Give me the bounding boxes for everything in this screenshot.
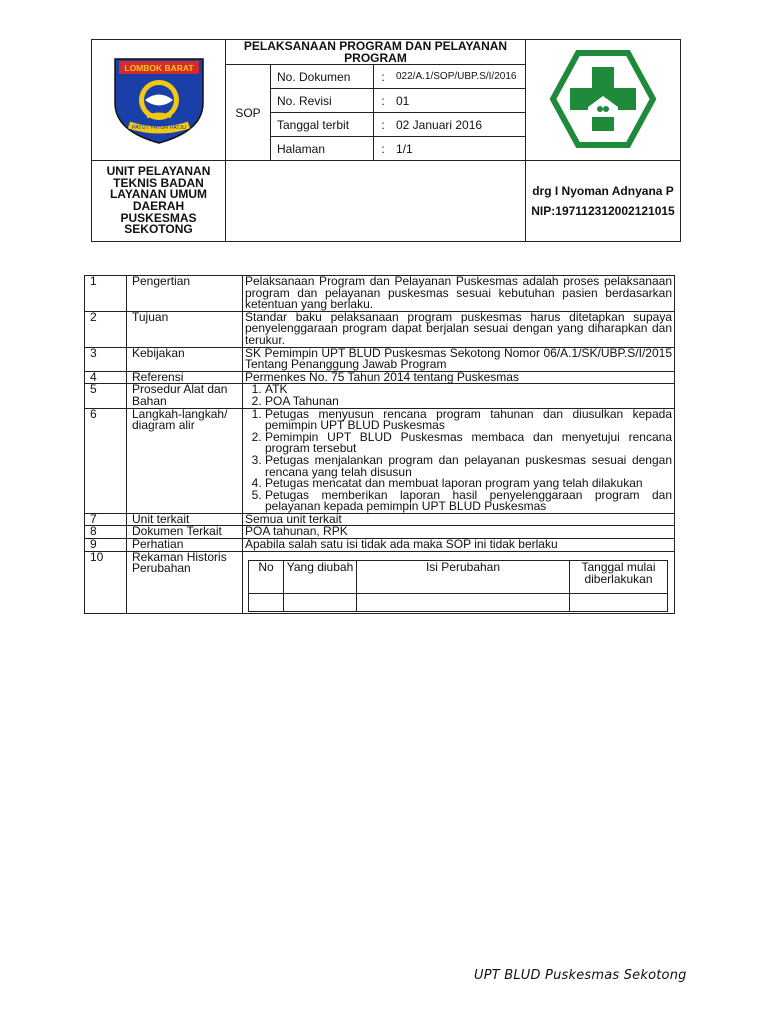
meta-value-revision: 01: [392, 89, 526, 113]
puskesmas-logo-icon: [548, 49, 658, 149]
row-label: Referensi: [127, 371, 243, 384]
row-text: Apabila salah satu isi tidak ada maka SOP ini tidak berlaku: [243, 539, 675, 552]
row-number: 1: [85, 276, 127, 312]
emblem-motto-text: PATUT PATUH PATJU: [131, 124, 186, 131]
row-number: 4: [85, 371, 127, 384]
table-row: [85, 311, 675, 347]
meta-colon: :: [374, 65, 393, 89]
unit-line: PUSKESMAS: [120, 210, 197, 225]
row-number: 10: [85, 551, 127, 613]
meta-value-issue-date: 02 Januari 2016: [392, 113, 526, 137]
history-header: Tanggal mulai diberlakukan: [570, 560, 668, 593]
row-text: Pelaksanaan Program dan Pelayanan Puskesmas adalah proses pelaksanaan program dan pelayanan puskesmas sesuai kebutuhan pasien berdasarkan ketentuan yang berlaku.: [243, 276, 675, 312]
list-item: 5. Petugas memberikan laporan hasil penyelenggaraan program dan pelayanan kepada pemimpin UPT BLUD Puskesmas: [265, 490, 672, 513]
empty-signature-area: [226, 161, 526, 242]
meta-label: Tanggal terbit: [271, 113, 374, 137]
row-list: [243, 408, 675, 513]
unit-line: SEKOTONG: [124, 222, 193, 237]
row-text: Standar baku pelaksanaan program puskesmas harus ditetapkan supaya penyelenggaraan program dapat berjalan sesuai dengan yang diharapkan dan terukur.: [243, 311, 675, 347]
emblem-top-text: LOMBOK BARAT: [123, 62, 194, 73]
history-header: Yang diubah: [284, 560, 357, 593]
meta-label: No. Revisi: [271, 89, 374, 113]
unit-line: TEKNIS BADAN: [113, 175, 204, 190]
list-item: 4. Petugas mencatat dan membuat laporan program yang telah dilakukan: [265, 478, 672, 490]
row-text: Semua unit terkait: [243, 513, 675, 526]
row-label: Langkah-langkah/ diagram alir: [127, 408, 243, 513]
row-label: Dokumen Terkait: [127, 526, 243, 539]
table-row: [85, 551, 675, 613]
meta-label: No. Dokumen: [271, 65, 374, 89]
signer-block: [526, 161, 681, 242]
document-title: PELAKSANAAN PROGRAM DAN PELAYANAN PROGRAM: [226, 40, 526, 65]
meta-value-document-number: 022/A.1/SOP/UBP.S/I/2016: [392, 65, 526, 89]
row-label: Kebijakan: [127, 347, 243, 371]
row-label: Pengertian: [127, 276, 243, 312]
row-text: Permenkes No. 75 Tahun 2014 tentang Puskesmas: [243, 371, 675, 384]
row-number: 8: [85, 526, 127, 539]
row-text: POA tahunan, RPK: [243, 526, 675, 539]
row-number: 6: [85, 408, 127, 513]
row-text: SK Pemimpin UPT BLUD Puskesmas Sekotong Nomor 06/A.1/SK/UBP.S/I/2015 Tentang Penanggung Jawab Program: [243, 347, 675, 371]
meta-value-page: 1/1: [392, 137, 526, 161]
meta-colon: :: [374, 113, 393, 137]
meta-colon: :: [374, 137, 393, 161]
signer-nip: NIP:197112312002121015: [531, 204, 675, 218]
history-cell: [243, 551, 675, 613]
table-row: [85, 384, 675, 408]
change-history-table: [248, 560, 668, 612]
row-number: 3: [85, 347, 127, 371]
unit-line: DAERAH: [132, 199, 185, 213]
row-number: 7: [85, 513, 127, 526]
history-cell-empty: [570, 593, 668, 611]
sop-content-table: [84, 275, 675, 614]
list-item: 2. POA Tahunan: [265, 396, 672, 408]
sop-label: SOP: [226, 65, 271, 161]
list-item: 3. Petugas menjalankan program dan pelayanan puskesmas sesuai dengan rencana yang telah disusun: [265, 455, 672, 478]
unit-line: LAYANAN UMUM: [109, 187, 208, 202]
row-label: Prosedur Alat dan Bahan: [127, 384, 243, 408]
meta-label: Halaman: [271, 137, 374, 161]
history-header: Isi Perubahan: [357, 560, 570, 593]
row-label: Rekaman Historis Perubahan: [127, 551, 243, 613]
table-row: [85, 276, 675, 312]
table-row: [85, 347, 675, 371]
puskesmas-logo-cell: [526, 40, 681, 161]
history-cell-empty: [284, 593, 357, 611]
row-number: 9: [85, 539, 127, 552]
row-label: Perhatian: [127, 539, 243, 552]
history-cell-empty: [249, 593, 284, 611]
list-item: 1. ATK: [265, 384, 672, 396]
row-number: 2: [85, 311, 127, 347]
meta-colon: :: [374, 89, 393, 113]
footer-text: UPT BLUD Puskesmas Sekotong: [474, 968, 687, 983]
unit-name: [92, 161, 226, 242]
list-item: 2. Pemimpin UPT BLUD Puskesmas membaca dan menyetujui rencana program tersebut: [265, 432, 672, 455]
history-header: No: [249, 560, 284, 593]
lombok-barat-emblem-icon: [109, 53, 209, 145]
row-label: Tujuan: [127, 311, 243, 347]
row-label: Unit terkait: [127, 513, 243, 526]
unit-line: UNIT PELAYANAN: [106, 164, 211, 179]
sop-header-table: [91, 39, 681, 242]
list-item: 1. Petugas menyusun rencana program tahunan dan diusulkan kepada pemimpin UPT BLUD Puskesmas: [265, 409, 672, 432]
row-list: [243, 384, 675, 408]
table-row: [85, 408, 675, 513]
history-cell-empty: [357, 593, 570, 611]
row-number: 5: [85, 384, 127, 408]
regency-emblem-cell: [92, 40, 226, 161]
signer-name: drg I Nyoman Adnyana P: [532, 184, 674, 198]
